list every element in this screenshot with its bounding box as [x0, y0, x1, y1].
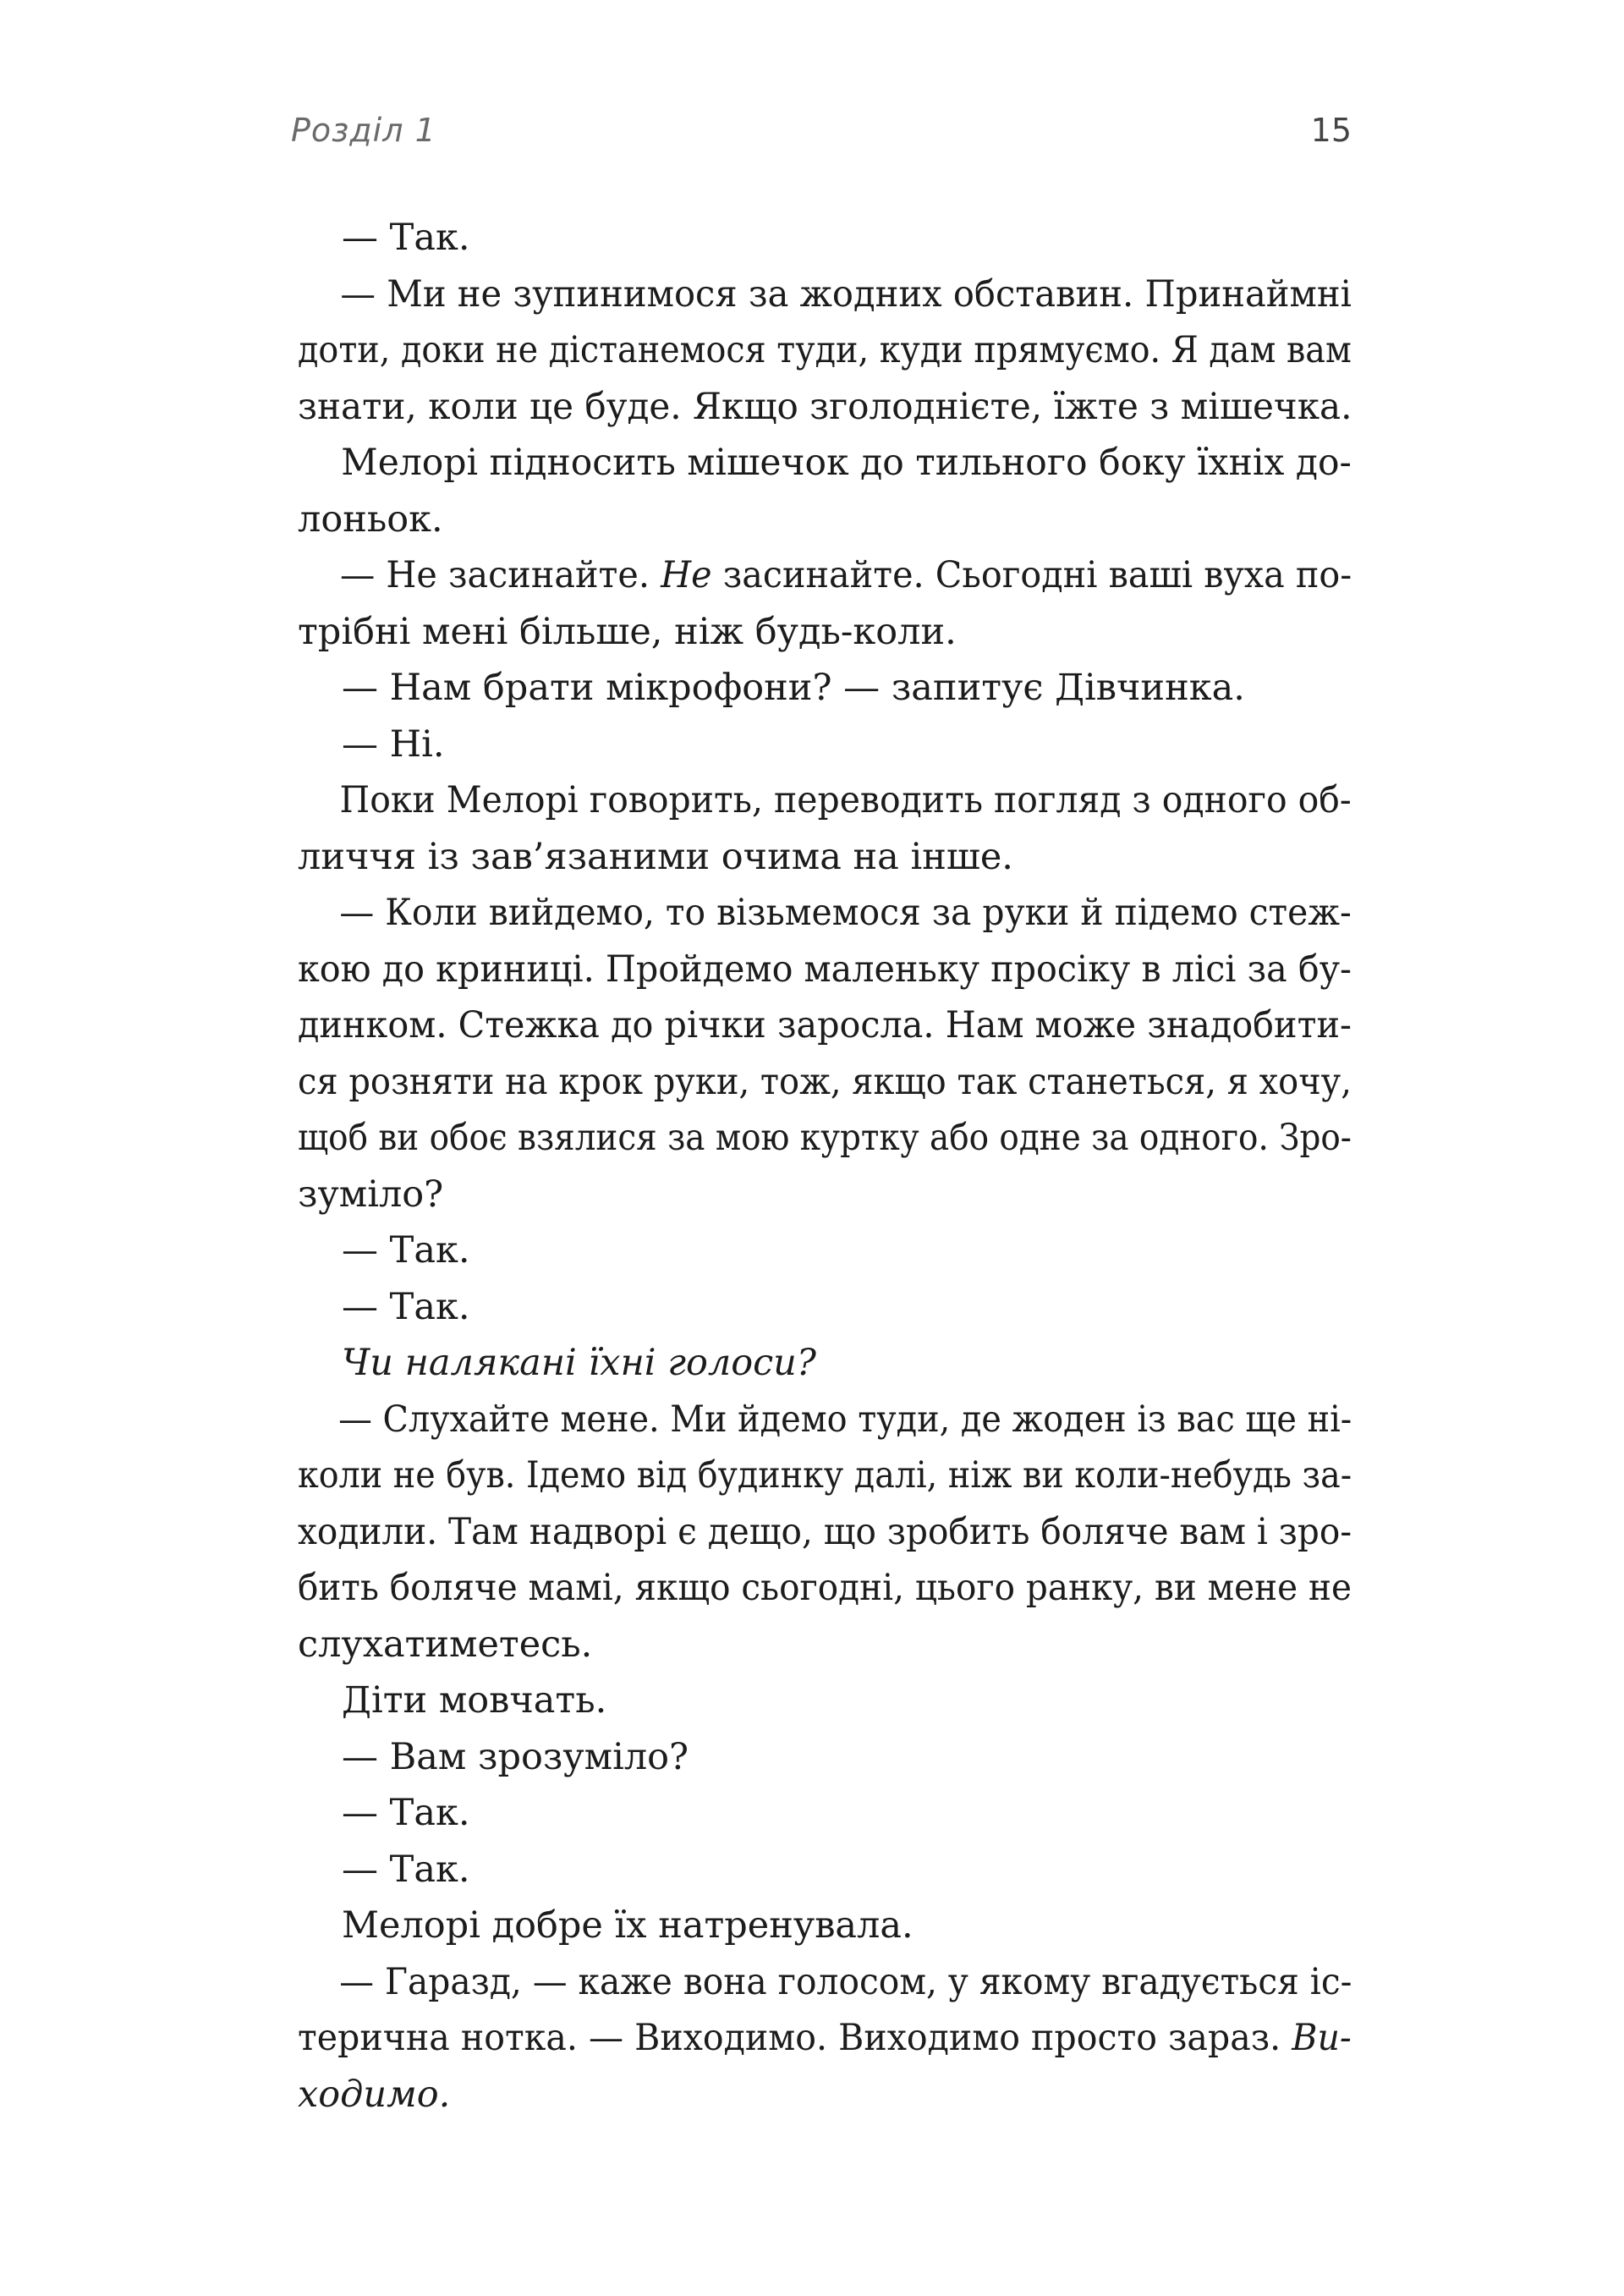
- page-number: 15: [1310, 112, 1352, 149]
- text-line: кою до криниці. Пройдемо маленьку просіку в лісі за бу-: [298, 948, 1352, 991]
- text-line: — Ні.: [342, 722, 445, 766]
- text-line: Мелорі добре їх натренувала.: [342, 1904, 914, 1947]
- running-head: Розділ 1: [291, 112, 436, 149]
- text-line: Діти мовчать.: [342, 1679, 607, 1722]
- text-line: — Так.: [342, 1792, 470, 1834]
- text-line: Чи налякані їхні голоси?: [342, 1342, 816, 1384]
- text-line: ся розняти на крок руки, тож, якщо так станеться, я хочу,: [298, 1060, 1352, 1103]
- text-line: — Коли вийдемо, то візьмемося за руки й підемо стеж-: [339, 892, 1352, 934]
- text-line: — Слухайте мене. Ми йдемо туди, де жоден із вас ще ні-: [338, 1398, 1352, 1441]
- text-line: — Так.: [342, 1229, 470, 1272]
- page-header: [291, 112, 1352, 162]
- text-line: — Так.: [342, 217, 470, 259]
- text-line: динком. Стежка до річки заросла. Нам може знадобити-: [298, 1004, 1352, 1046]
- text-line: Мелорі підносить мішечок до тильного боку їхніх до-: [341, 442, 1352, 484]
- text-line: доти, доки не дістанемося туди, куди прямуємо. Я дам вам: [298, 329, 1352, 371]
- text-line: — Вам зрозуміло?: [342, 1735, 689, 1778]
- text-line: щоб ви обоє взялися за мою куртку або одне за одного. Зро-: [298, 1117, 1352, 1159]
- text-line: бить боляче мамі, якщо сьогодні, цього ранку, ви мене не: [298, 1567, 1352, 1609]
- emphasis-text: Ви-: [1292, 2017, 1352, 2059]
- text-line: лоньок.: [298, 497, 443, 541]
- text-run: терична нотка. — Виходимо. Виходимо просто зараз.: [298, 2017, 1292, 2059]
- text-line: Поки Мелорі говорить, переводить погляд з одного об-: [339, 779, 1352, 821]
- text-line: — Так.: [342, 1848, 470, 1891]
- text-line: — Нам брати мікрофони? — запитує Дівчинка.: [342, 667, 1245, 709]
- text-line: слухатиметесь.: [298, 1623, 593, 1666]
- text-run: — Не засинайте.: [339, 554, 661, 596]
- text-line: коли не був. Ідемо від будинку далі, ніж ви коли-небудь за-: [298, 1454, 1352, 1497]
- text-line: — Так.: [342, 1285, 470, 1328]
- emphasis-text: Не: [661, 554, 712, 596]
- text-line: [298, 547, 1352, 604]
- text-line: знати, коли це буде. Якщо зголоднієте, їжте з мішечка.: [298, 385, 1352, 428]
- body-text: [298, 210, 1352, 2123]
- text-run: засинайте. Сьогодні ваші вуха по-: [711, 554, 1352, 596]
- text-line: ходили. Там надворі є дещо, що зробить боляче вам і зро-: [298, 1510, 1352, 1553]
- text-line: зуміло?: [298, 1173, 444, 1216]
- text-line: ходимо.: [298, 2073, 451, 2116]
- text-line: личчя із зав’язаними очима на інше.: [298, 835, 1013, 878]
- text-line: [298, 2010, 1352, 2067]
- text-line: — Гаразд, — каже вона голосом, у якому вгадується іс-: [339, 1960, 1352, 2003]
- text-line: трібні мені більше, ніж будь-коли.: [298, 610, 957, 653]
- text-line: — Ми не зупинимося за жодних обставин. Принаймні: [340, 272, 1352, 316]
